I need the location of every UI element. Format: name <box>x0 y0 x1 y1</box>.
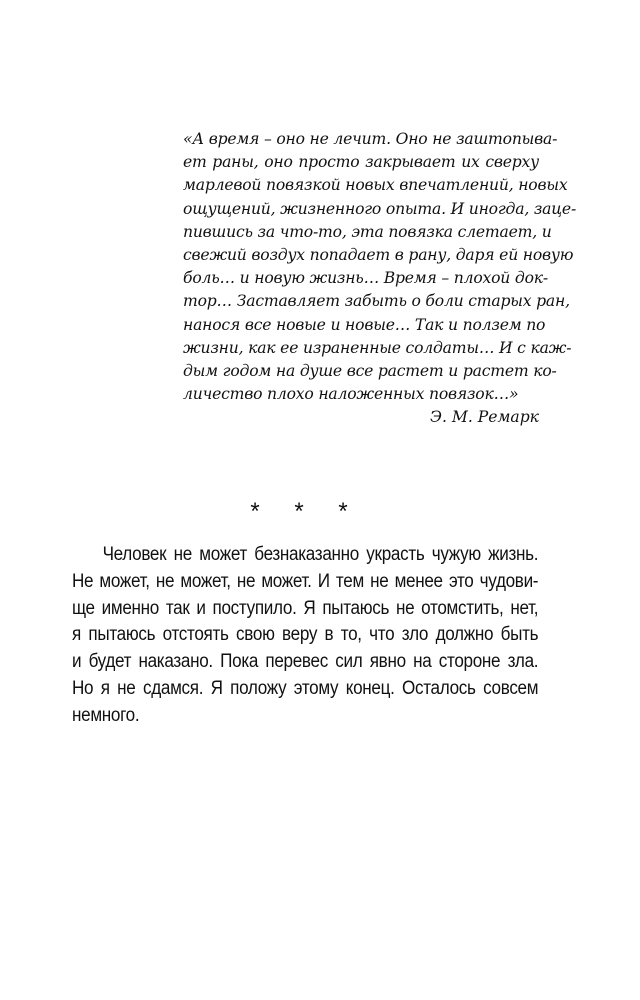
epigraph-line: «А время – оно не лечит. Оно не заштопыва- <box>183 130 558 148</box>
body-line: Человек не может безнаказанно украсть чужую жизнь. <box>102 544 539 565</box>
epigraph-line: тор… Заставляет забыть о боли старых ран, <box>183 292 570 311</box>
epigraph-line: жизни, как ее израненные солдаты… И с каж- <box>183 338 572 357</box>
epigraph-line: дым годом на душе все растет и растет ко- <box>183 362 557 381</box>
body-line: и будет наказано. Пока перевес сил явно на стороне зла. <box>72 651 539 673</box>
epigraph-line: нанося все новые и новые… Так и ползем по <box>183 315 546 334</box>
epigraph-line: марлевой повязкой новых впечатлений, новых <box>183 176 568 195</box>
epigraph-line: ет раны, оно просто закрывает их сверху <box>183 153 539 172</box>
epigraph-line: пившись за что-то, эта повязка слетает, и <box>183 222 552 241</box>
epigraph <box>183 128 577 406</box>
body-line: я пытаюсь отстоять свою веру в то, что зло должно быть <box>72 624 539 646</box>
body-line: ще именно так и поступило. Я пытаюсь не отомстить, нет, <box>72 597 539 619</box>
epigraph-attribution: Э. М. Ремарк <box>430 408 539 426</box>
body-line: Но я не сдамся. Я положу этому конец. Осталось совсем <box>72 677 539 699</box>
epigraph-line: боль… и новую жизнь… Время – плохой док- <box>183 269 548 288</box>
body-paragraph <box>72 542 539 730</box>
epigraph-line: свежий воздух попадает в рану, даря ей новую <box>183 246 574 265</box>
body-line: Не может, не может, не может. И тем не менее это чудови- <box>72 570 539 592</box>
epigraph-line: личество плохо наложенных повязок…» <box>183 385 519 404</box>
epigraph-line: ощущений, жизненного опыта. И иногда, заце- <box>183 199 577 218</box>
section-separator: * * * <box>250 498 362 525</box>
body-line: немного. <box>72 704 140 726</box>
